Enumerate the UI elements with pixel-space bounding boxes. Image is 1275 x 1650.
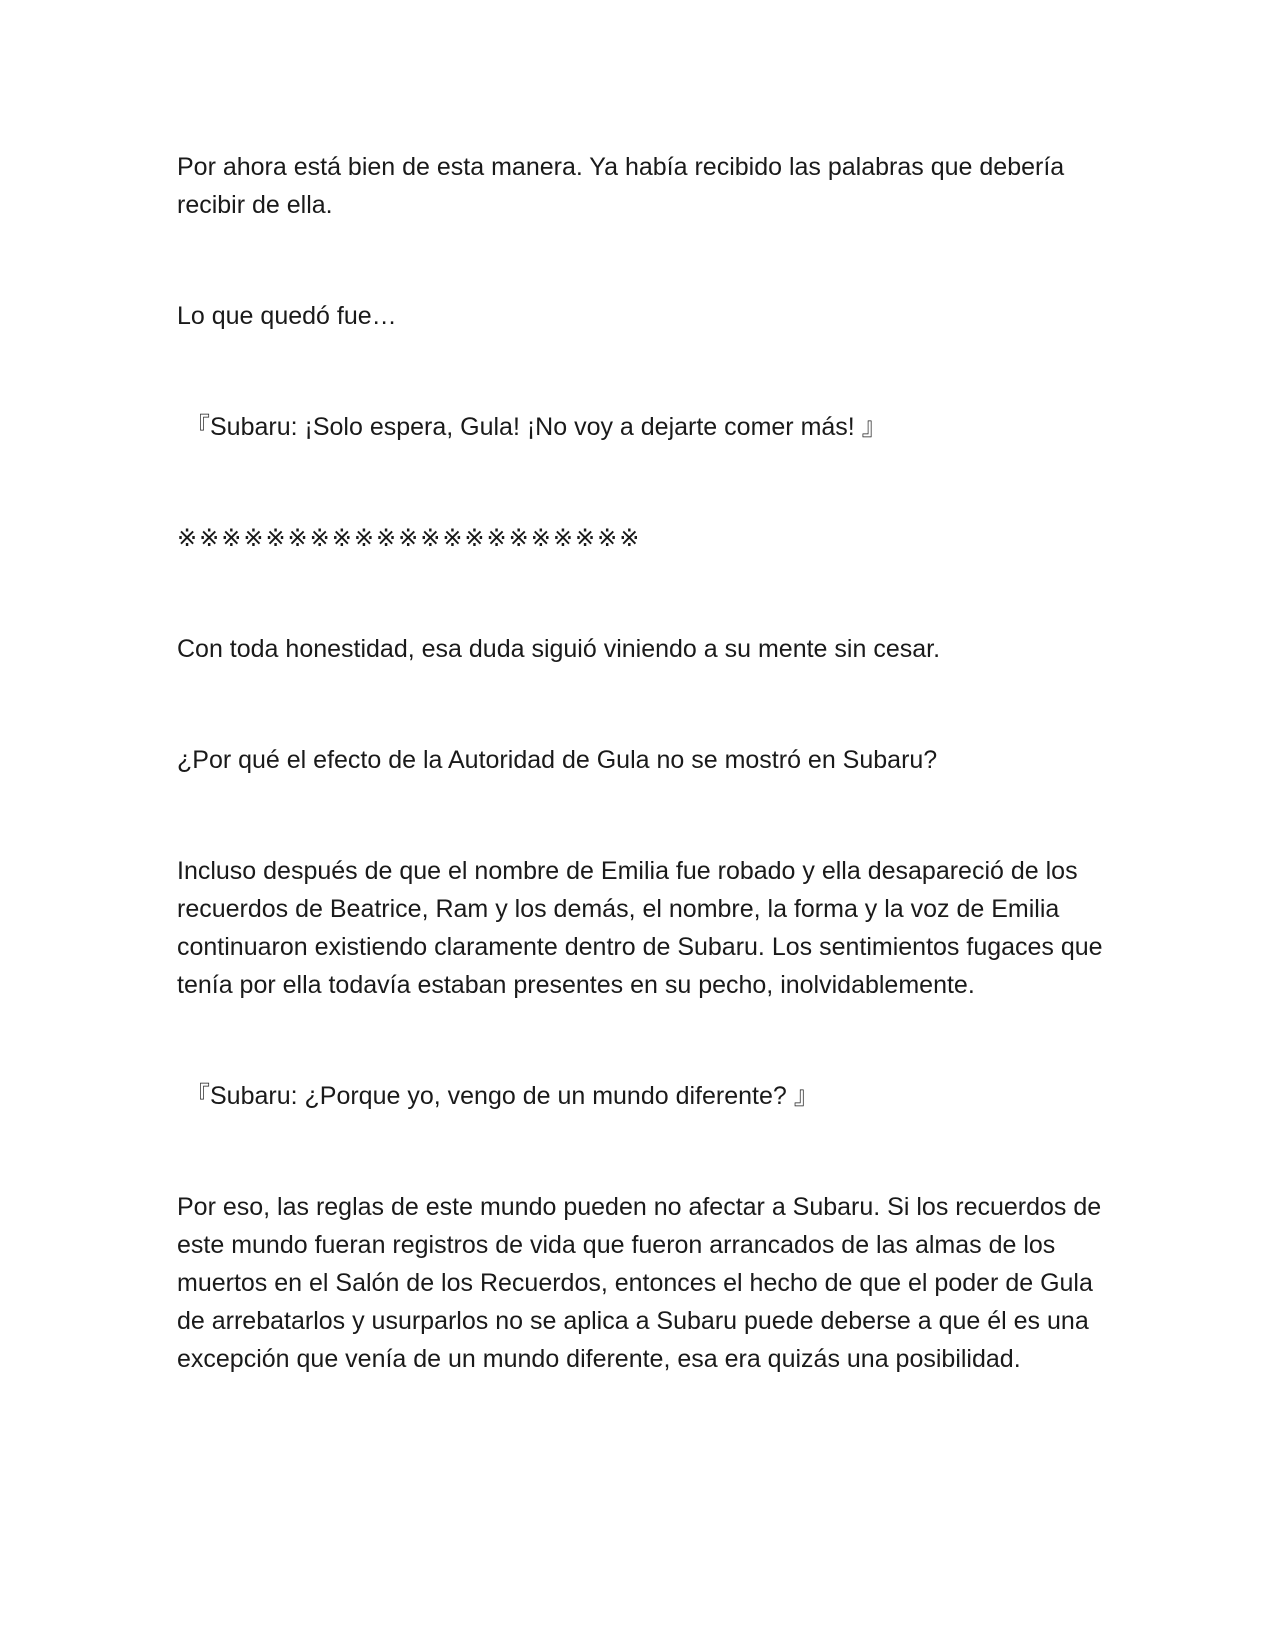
paragraph-emilia-memories: Incluso después de que el nombre de Emilia fue robado y ella desapareció de los recuerdos de Beatrice, Ram y los demás, el nombre, la forma y la voz de Emilia continuaron existiendo claramente dentro de Subaru. Los sentimientos fugaces que tenía por ella todavía estaban presentes en su pecho, inolvidablemente.	[177, 857, 1103, 999]
paragraph-opening: Por ahora está bien de esta manera. Ya había recibido las palabras que debería recibir de ella.	[177, 153, 1065, 219]
dialogue-subaru-different-world: 『Subaru: ¿Porque yo, vengo de un mundo diferente? 』	[185, 1082, 819, 1110]
dialogue-subaru-wait-gula: 『Subaru: ¡Solo espera, Gula! ¡No voy a dejarte comer más! 』	[185, 413, 887, 441]
paragraph-world-rules: Por eso, las reglas de este mundo pueden no afectar a Subaru. Si los recuerdos de este mundo fueran registros de vida que fueron arrancados de las almas de los muertos en el Salón de los Recuerdos, entonces el hecho de que el poder de Gula de arrebatarlos y usurparlos no se aplica a Subaru puede deberse a que él es una excepción que venía de un mundo diferente, esa era quizás una posibilidad.	[177, 1193, 1102, 1373]
document-body	[177, 148, 1117, 1378]
scene-separator: ※※※※※※※※※※※※※※※※※※※※※	[177, 524, 642, 552]
paragraph-question-gula: ¿Por qué el efecto de la Autoridad de Gula no se mostró en Subaru?	[177, 746, 938, 774]
paragraph-what-remained: Lo que quedó fue…	[177, 302, 397, 330]
paragraph-honest-doubt: Con toda honestidad, esa duda siguió viniendo a su mente sin cesar.	[177, 635, 941, 663]
